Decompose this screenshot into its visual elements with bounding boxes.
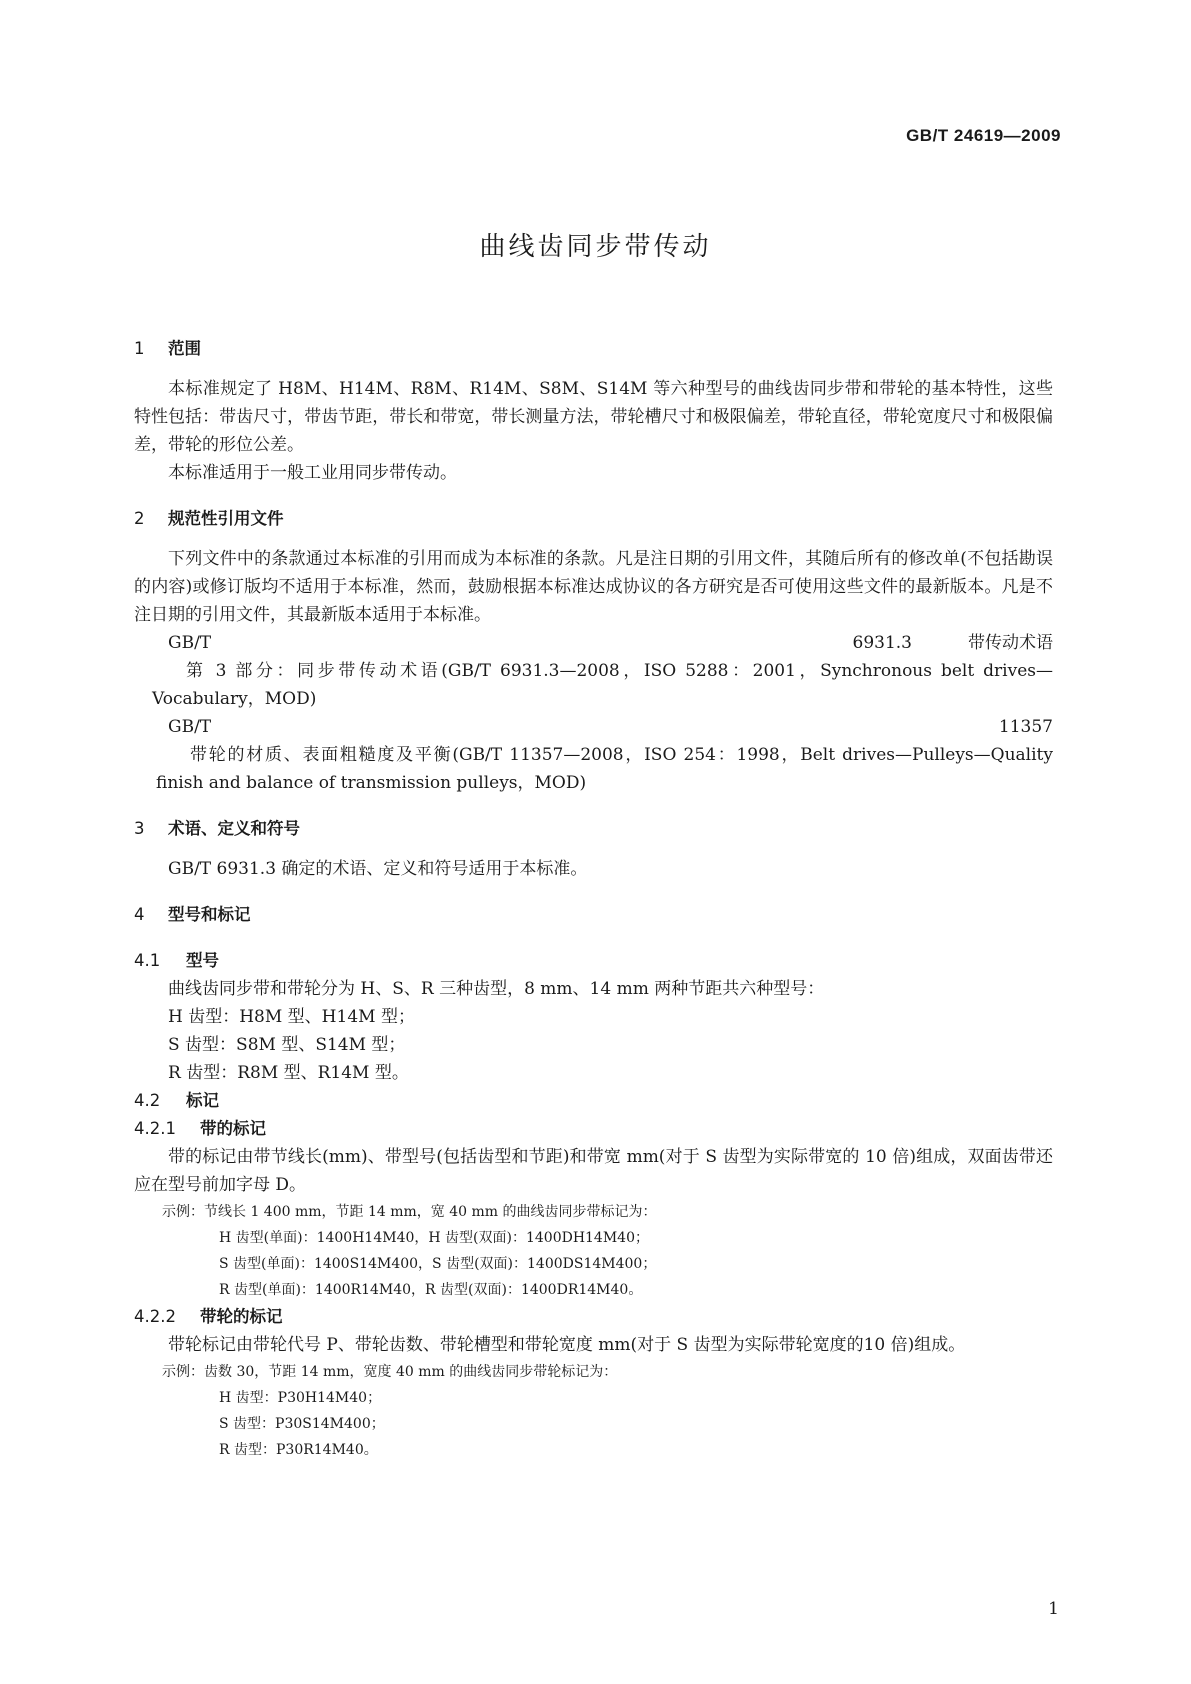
subsection-title: 带轮的标记: [200, 1307, 283, 1326]
section-title: 规范性引用文件: [168, 509, 284, 528]
section-number: 1: [134, 339, 145, 358]
paragraph: 带的标记由带节线长(mm)、带型号(包括齿型和节距)和带宽 mm(对于 S 齿型为实际带宽的 10 倍)组成，双面齿带还应在型号前加字母 D。: [134, 1147, 1053, 1195]
standard-number: GB/T 24619—2009: [906, 126, 1061, 145]
paragraph: GB/T 6931.3 确定的术语、定义和符号适用于本标准。: [168, 859, 588, 879]
subsection-number: 4.2.1: [134, 1119, 176, 1138]
reference-detail: 第 3 部分：同步带传动术语(GB/T 6931.3—2008，ISO 5288：2001，Synchronous belt drives—Vocabulary，MOD): [152, 661, 1053, 709]
section-number: 2: [134, 509, 145, 528]
section-4-heading: [134, 901, 1053, 929]
document-body: [134, 335, 1053, 1463]
reference-title: 带传动术语: [968, 633, 1053, 653]
paragraph: 本标准规定了 H8M、H14M、R8M、R14M、S8M、S14M 等六种型号的曲线齿同步带和带轮的基本特性，这些特性包括：带齿尺寸，带齿节距，带长和带宽，带长测量方法，带轮槽尺寸和极限偏差，带轮直径，带轮宽度尺寸和极限偏差，带轮的形位公差。: [134, 379, 1053, 455]
subsection-number: 4.1: [134, 951, 161, 970]
reference-entry: [134, 629, 1053, 713]
example-line: H 齿型(单面)：1400H14M40，H 齿型(双面)：1400DH14M40；: [219, 1230, 649, 1246]
subsection-4-2-heading: [134, 1087, 1053, 1115]
subsection-4-2-2-heading: [134, 1303, 1053, 1331]
section-title: 型号和标记: [168, 905, 251, 924]
page-number: 1: [1048, 1599, 1059, 1619]
subsection-number: 4.2.2: [134, 1307, 176, 1326]
reference-detail: 带轮的材质、表面粗糙度及平衡(GB/T 11357—2008，ISO 254：1998，Belt drives—Pulleys—Quality finish and balance of transmission pulleys，MOD): [156, 745, 1053, 793]
example-line: S 齿型(单面)：1400S14M400，S 齿型(双面)：1400DS14M400；: [219, 1256, 657, 1272]
subsection-title: 带的标记: [200, 1119, 266, 1138]
reference-code: GB/T 11357: [168, 717, 1053, 737]
reference-code: GB/T 6931.3: [168, 633, 912, 653]
example-intro: 示例：节线长 1 400 mm，节距 14 mm，宽 40 mm 的曲线齿同步带标记为：: [162, 1204, 657, 1220]
reference-entry: [134, 713, 1053, 797]
list-item: H 齿型：H8M 型、H14M 型；: [168, 1007, 415, 1027]
paragraph: 本标准适用于一般工业用同步带传动。: [168, 463, 457, 483]
example-line: R 齿型：P30R14M40。: [219, 1442, 378, 1458]
paragraph: 下列文件中的条款通过本标准的引用而成为本标准的条款。凡是注日期的引用文件，其随后所有的修改单(不包括勘误的内容)或修订版均不适用于本标准，然而，鼓励根据本标准达成协议的各方研究是否可使用这些文件的最新版本。凡是不注日期的引用文件，其最新版本适用于本标准。: [134, 549, 1053, 625]
section-title: 范围: [168, 339, 201, 358]
subsection-title: 型号: [186, 951, 219, 970]
document-title: 曲线齿同步带传动: [479, 232, 712, 262]
subsection-4-1-heading: [134, 947, 1053, 975]
list-item: R 齿型：R8M 型、R14M 型。: [168, 1063, 409, 1083]
example-intro: 示例：齿数 30，节距 14 mm，宽度 40 mm 的曲线齿同步带轮标记为：: [162, 1364, 618, 1380]
section-2-heading: [134, 505, 1053, 533]
subsection-title: 标记: [186, 1091, 219, 1110]
section-title: 术语、定义和符号: [168, 819, 300, 838]
section-number: 4: [134, 905, 145, 924]
paragraph: 带轮标记由带轮代号 P、带轮齿数、带轮槽型和带轮宽度 mm(对于 S 齿型为实际带轮宽度的10 倍)组成。: [168, 1335, 966, 1355]
section-3-heading: [134, 815, 1053, 843]
subsection-number: 4.2: [134, 1091, 161, 1110]
subsection-4-2-1-heading: [134, 1115, 1053, 1143]
example-line: S 齿型：P30S14M400；: [219, 1416, 385, 1432]
list-item: S 齿型：S8M 型、S14M 型；: [168, 1035, 406, 1055]
section-1-heading: [134, 335, 1053, 363]
list-item: 曲线齿同步带和带轮分为 H、S、R 三种齿型，8 mm、14 mm 两种节距共六种型号：: [168, 979, 825, 999]
section-number: 3: [134, 819, 145, 838]
example-line: H 齿型：P30H14M40；: [219, 1390, 382, 1406]
example-line: R 齿型(单面)：1400R14M40，R 齿型(双面)：1400DR14M40。: [219, 1282, 643, 1298]
